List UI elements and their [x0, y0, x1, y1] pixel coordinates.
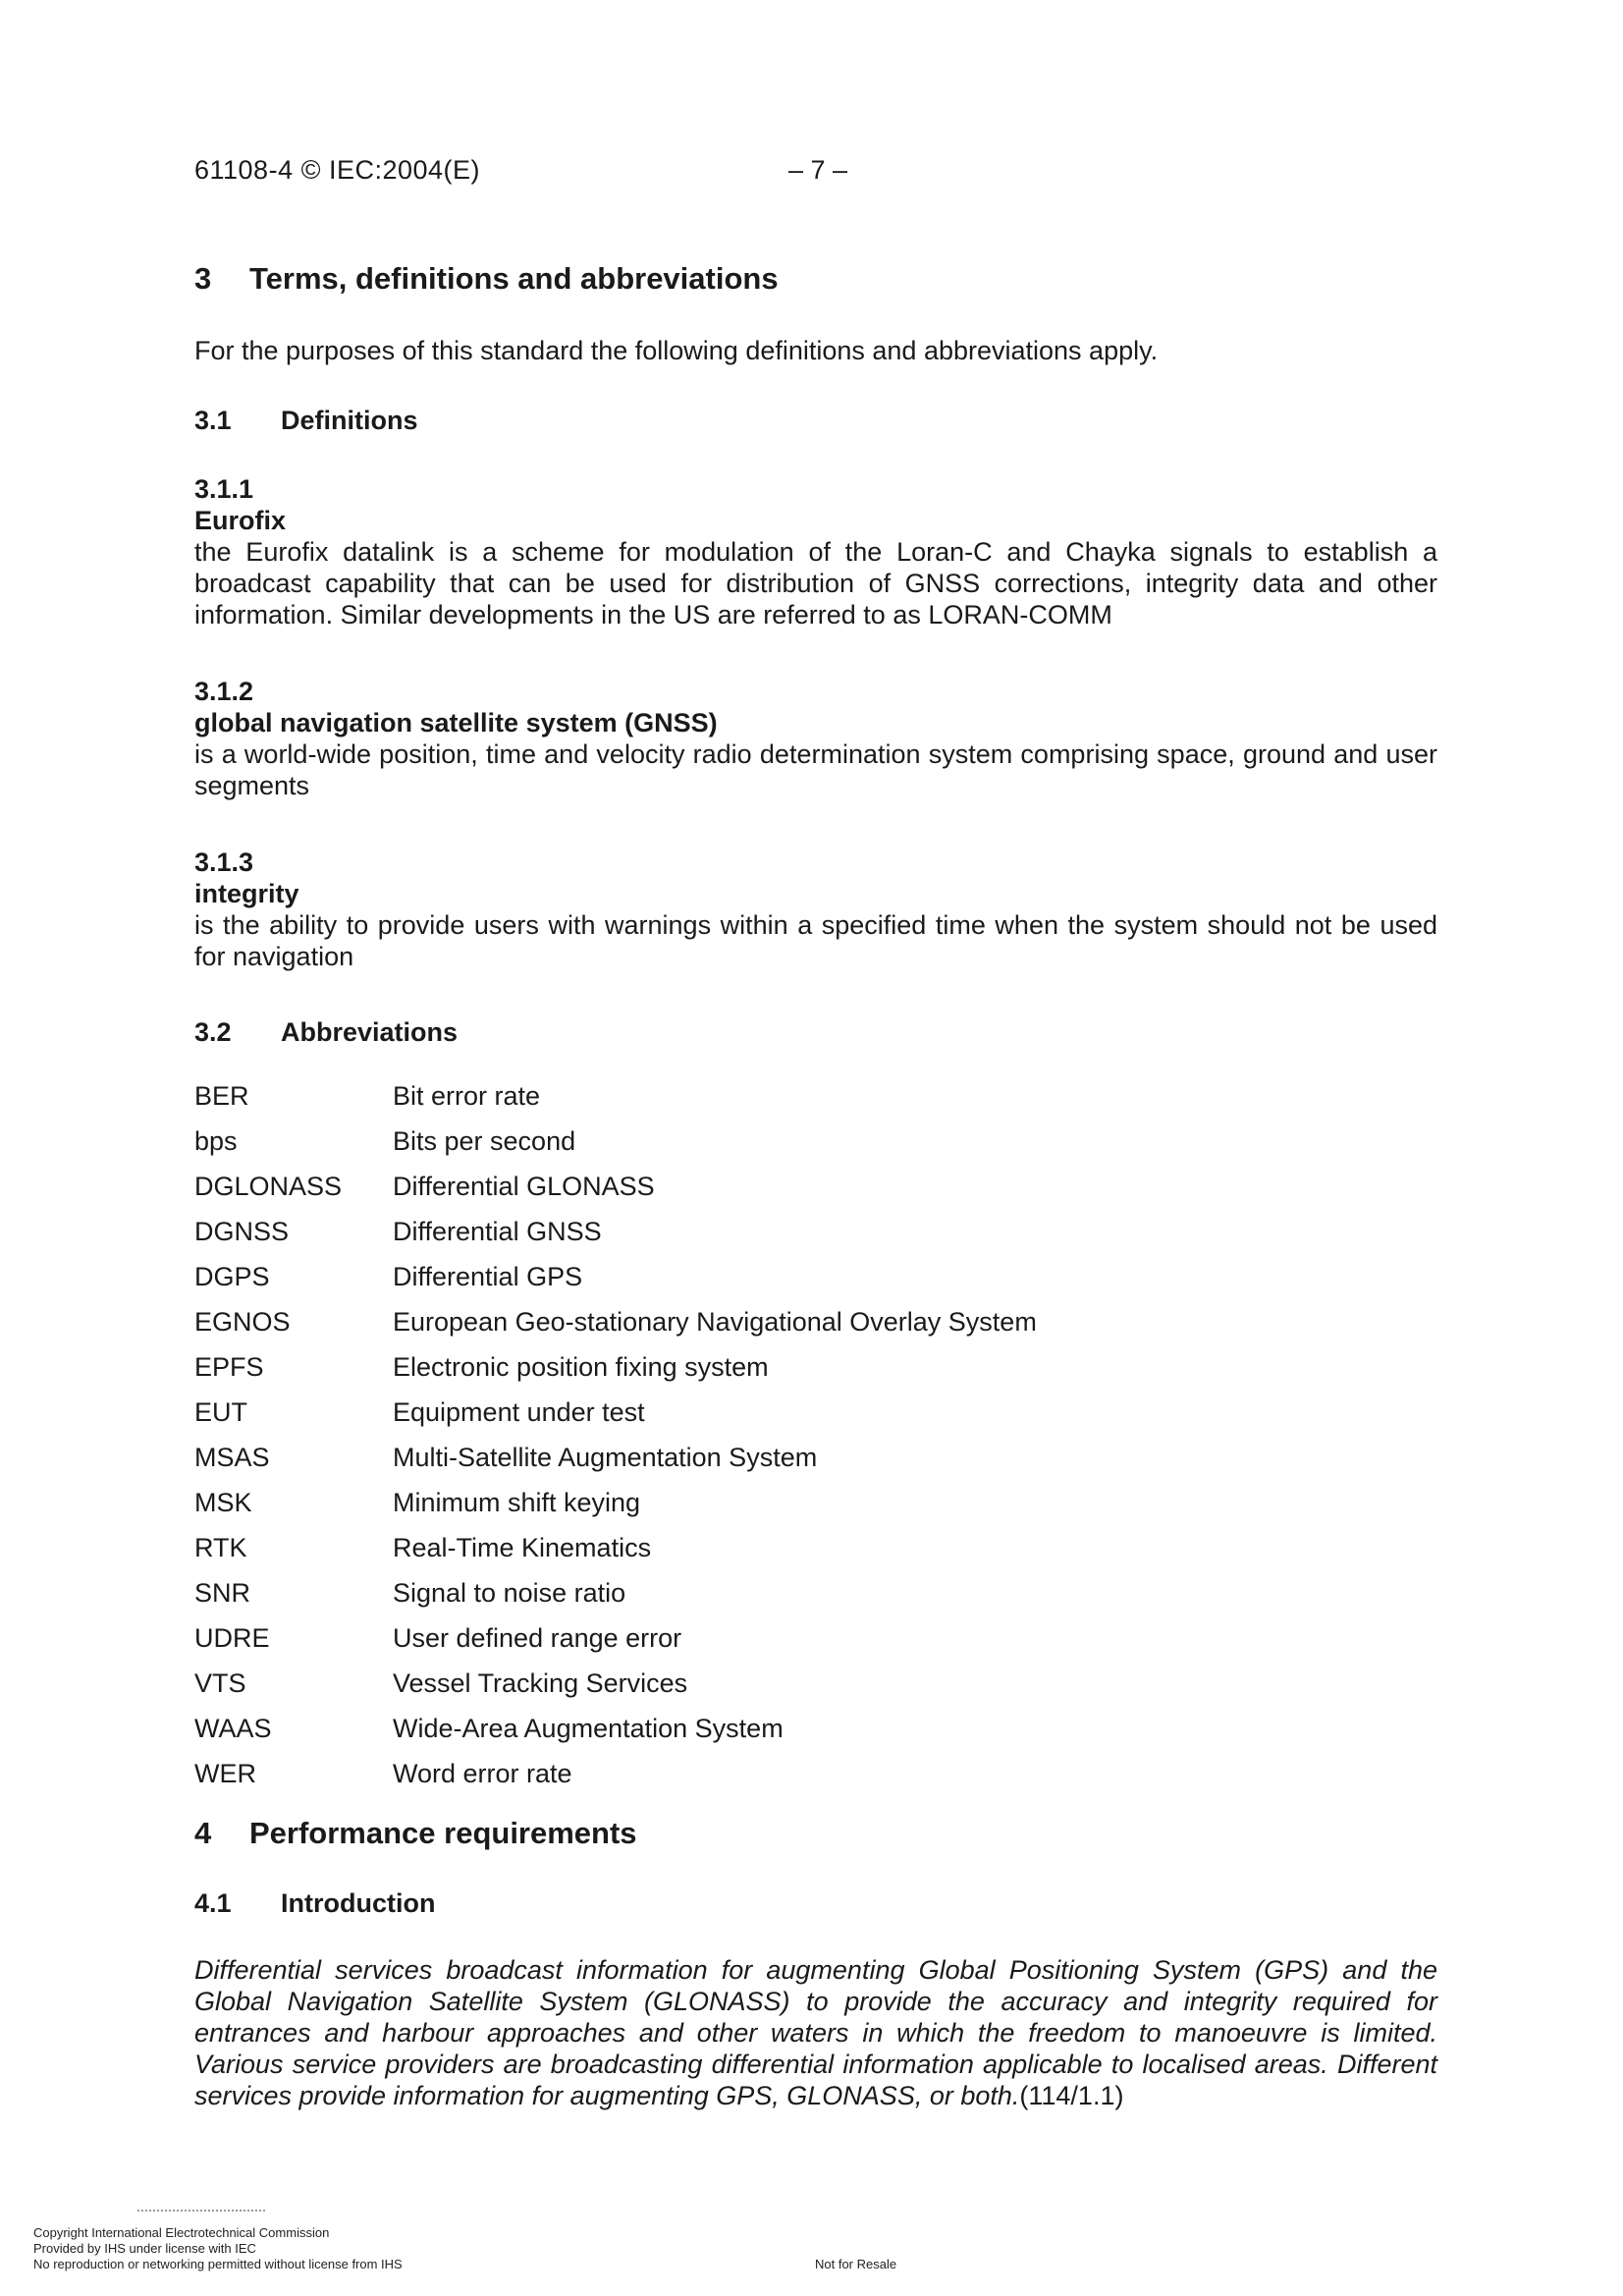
abbreviation-row	[194, 1668, 1037, 1714]
abbreviation: RTK	[194, 1533, 247, 1562]
abbreviation-meaning: Word error rate	[393, 1759, 572, 1788]
abbreviation: MSAS	[194, 1443, 270, 1472]
abbreviation-row	[194, 1217, 1037, 1262]
abbreviation: bps	[194, 1126, 238, 1156]
introduction-text: Differential services broadcast information for augmenting Global Positioning System (GPS) and the Global Navigation Satellite System (GLONASS) to provide the accuracy and integrity required for entrances and harbour approaches and other waters in which the freedom to manoeuvre is limited. Various service providers are broadcasting differential information applicable to localised areas. Different services provide information for augmenting GPS, GLONASS, or both.	[194, 1955, 1437, 2110]
abbreviation: WAAS	[194, 1714, 272, 1743]
abbreviation: MSK	[194, 1488, 252, 1517]
definition-term: integrity	[194, 879, 299, 908]
footer-line: Copyright International Electrotechnical Commission	[33, 2225, 330, 2240]
definition-3-1-3	[194, 847, 1437, 972]
abbreviation: UDRE	[194, 1623, 270, 1653]
abbreviation-meaning: Bit error rate	[393, 1081, 541, 1111]
abbreviation-row	[194, 1759, 1037, 1804]
subsection-number: 4.1	[194, 1888, 232, 1918]
abbreviations-table-body	[194, 1081, 1037, 1804]
abbreviation-meaning: Differential GPS	[393, 1262, 583, 1291]
definition-term: global navigation satellite system (GNSS)	[194, 708, 718, 738]
abbreviation-meaning: User defined range error	[393, 1623, 682, 1653]
subsection-number: 3.2	[194, 1017, 232, 1047]
abbreviation-row	[194, 1397, 1037, 1443]
subsection-title: Definitions	[281, 406, 418, 435]
abbreviation: EUT	[194, 1397, 247, 1427]
section-3-intro: For the purposes of this standard the following definitions and abbreviations apply.	[194, 336, 1159, 365]
abbreviation-row	[194, 1488, 1037, 1533]
section-3-heading	[194, 261, 1437, 297]
abbreviation: WER	[194, 1759, 256, 1788]
subsection-4-1-heading	[194, 1888, 1437, 1919]
section-title: Performance requirements	[249, 1816, 637, 1850]
not-for-resale-notice: Not for Resale	[815, 2257, 897, 2271]
abbreviation-meaning: Real-Time Kinematics	[393, 1533, 652, 1562]
abbreviation-meaning: Electronic position fixing system	[393, 1352, 769, 1382]
subsection-title: Abbreviations	[281, 1017, 459, 1047]
abbreviation-row	[194, 1352, 1037, 1397]
definition-3-1-1	[194, 473, 1437, 630]
footer-divider	[137, 2210, 265, 2215]
abbreviation: EPFS	[194, 1352, 264, 1382]
section-4-heading	[194, 1816, 1437, 1851]
definition-term: Eurofix	[194, 506, 287, 535]
definition-number: 3.1.2	[194, 677, 254, 706]
abbreviation-meaning: Signal to noise ratio	[393, 1578, 626, 1608]
definition-text: is a world-wide position, time and velocity radio determination system comprising space, ground and user segments	[194, 739, 1437, 800]
subsection-title: Introduction	[281, 1888, 436, 1918]
abbreviation-meaning: European Geo-stationary Navigational Overlay System	[393, 1307, 1037, 1337]
abbreviation-meaning: Wide-Area Augmentation System	[393, 1714, 784, 1743]
abbreviation-meaning: Equipment under test	[393, 1397, 645, 1427]
page-content	[194, 253, 1437, 2111]
abbreviation-row	[194, 1126, 1037, 1172]
abbreviation-meaning: Minimum shift keying	[393, 1488, 641, 1517]
abbreviation-row	[194, 1262, 1037, 1307]
definition-3-1-2	[194, 676, 1437, 801]
page-number: – 7 –	[788, 155, 848, 185]
document-reference: 61108-4 © IEC:2004(E)	[194, 155, 481, 185]
abbreviation: DGPS	[194, 1262, 270, 1291]
abbreviation-row	[194, 1081, 1037, 1126]
abbreviation: VTS	[194, 1668, 246, 1698]
abbreviation-meaning: Differential GNSS	[393, 1217, 602, 1246]
section-title: Terms, definitions and abbreviations	[249, 261, 779, 296]
subsection-3-2-heading	[194, 1017, 1437, 1048]
abbreviation: EGNOS	[194, 1307, 291, 1337]
definition-number: 3.1.3	[194, 847, 254, 877]
definition-text: is the ability to provide users with warnings within a specified time when the system should not be used for navigation	[194, 910, 1437, 971]
definition-text: the Eurofix datalink is a scheme for modulation of the Loran-C and Chayka signals to establish a broadcast capability that can be used for distribution of GNSS corrections, integrity data and other information. Similar developments in the US are referred to as LORAN-COMM	[194, 537, 1437, 629]
abbreviation: SNR	[194, 1578, 251, 1608]
abbreviation-meaning: Bits per second	[393, 1126, 576, 1156]
abbreviation-meaning: Differential GLONASS	[393, 1172, 655, 1201]
abbreviations-table	[194, 1081, 1037, 1804]
abbreviation-row	[194, 1533, 1037, 1578]
abbreviation-row	[194, 1578, 1037, 1623]
abbreviation-row	[194, 1443, 1037, 1488]
abbreviation: BER	[194, 1081, 249, 1111]
introduction-paragraph	[194, 1954, 1437, 2111]
subsection-3-1-heading	[194, 406, 1437, 436]
footer-line: Provided by IHS under license with IEC	[33, 2241, 256, 2256]
abbreviation-row	[194, 1307, 1037, 1352]
subsection-number: 3.1	[194, 406, 232, 435]
section-number: 4	[194, 1816, 212, 1850]
definition-number: 3.1.1	[194, 474, 254, 504]
introduction-reference: (114/1.1)	[1019, 2081, 1124, 2110]
abbreviation-meaning: Multi-Satellite Augmentation System	[393, 1443, 818, 1472]
abbreviation-meaning: Vessel Tracking Services	[393, 1668, 688, 1698]
abbreviation-row	[194, 1623, 1037, 1668]
footer-line: No reproduction or networking permitted without license from IHS	[33, 2257, 403, 2271]
abbreviation-row	[194, 1714, 1037, 1759]
copyright-footer	[33, 2225, 403, 2272]
abbreviation-row	[194, 1172, 1037, 1217]
section-number: 3	[194, 261, 212, 296]
abbreviation: DGNSS	[194, 1217, 290, 1246]
abbreviation: DGLONASS	[194, 1172, 343, 1201]
